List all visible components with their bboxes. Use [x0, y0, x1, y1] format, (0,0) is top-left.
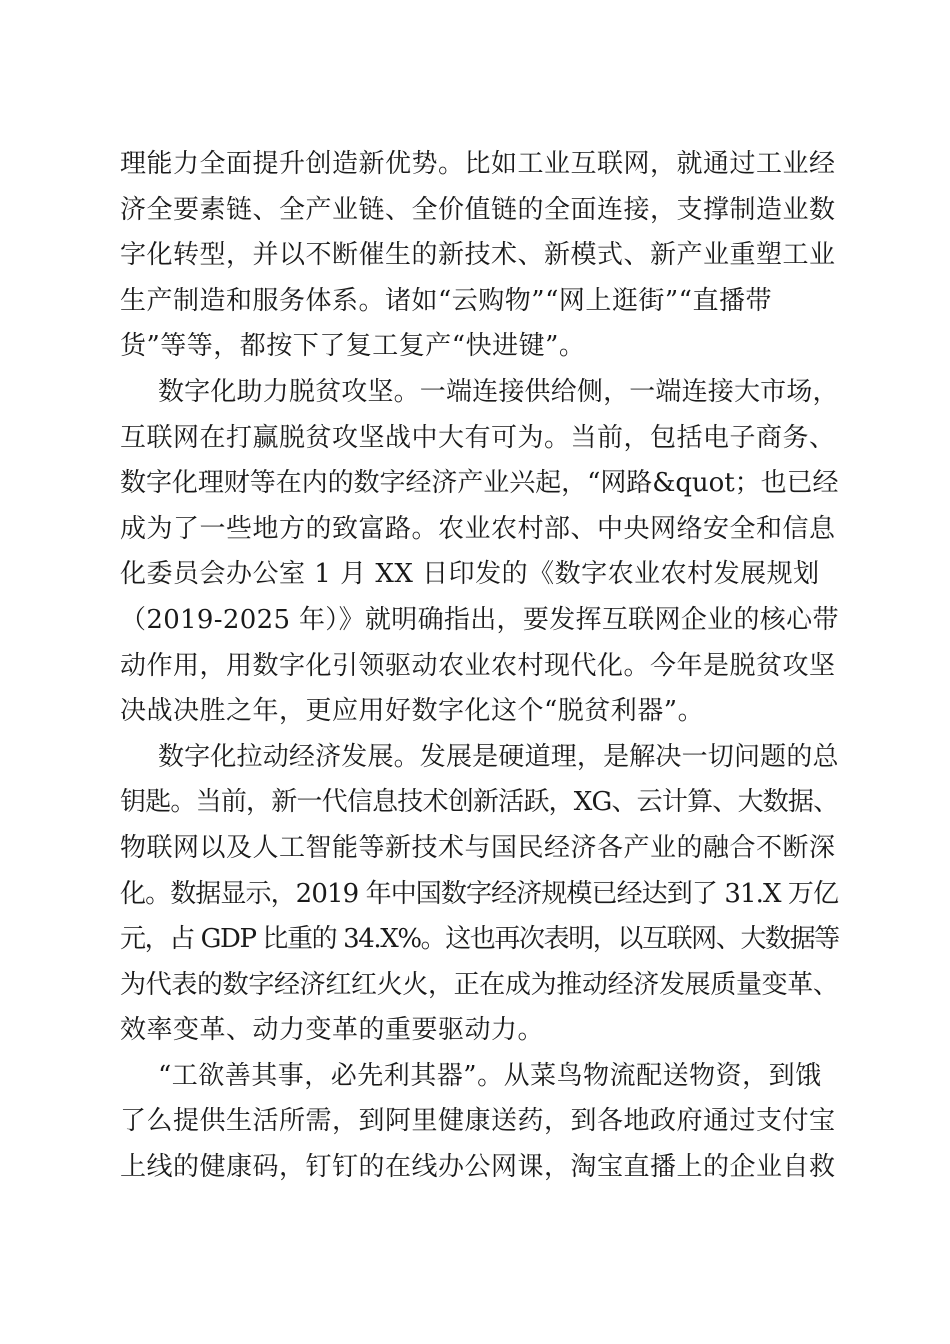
text-line: 字化转型，并以不断催生的新技术、新模式、新产业重塑工业	[120, 240, 836, 271]
text-line: 化委员会办公室 1 月 XX 日印发的《数字农业农村发展规划	[120, 559, 820, 590]
text-line: 货”等等，都按下了复工复产“快进键”。	[120, 331, 586, 362]
text-line: 化。数据显示，2019 年中国数字经济规模已经达到了 31.X 万亿	[120, 878, 839, 909]
text-line: 数字化拉动经济发展。发展是硬道理，是解决一切问题的总	[158, 741, 839, 772]
text-line: 动作用，用数字化引领驱动农业农村现代化。今年是脱贫攻坚	[120, 650, 836, 681]
text-line: 为代表的数字经济红红火火，正在成为推动经济发展质量变革、	[120, 969, 839, 1000]
text-line: 生产制造和服务体系。诸如“云购物”“网上逛街”“直播带	[120, 285, 772, 316]
text-line: 了么提供生活所需，到阿里健康送药，到各地政府通过支付宝	[120, 1106, 836, 1137]
text-line: 数字化助力脱贫攻坚。一端连接供给侧，一端连接大市场，	[158, 376, 839, 407]
text-line: 济全要素链、全产业链、全价值链的全面连接，支撑制造业数	[120, 194, 836, 225]
body-text	[120, 142, 840, 1191]
text-line: 物联网以及人工智能等新技术与国民经济各产业的融合不断深	[120, 832, 836, 863]
text-line: 决战决胜之年，更应用好数字化这个“脱贫利器”。	[120, 696, 705, 727]
text-line: （2019-2025 年）》就明确指出，要发挥互联网企业的核心带	[120, 604, 839, 635]
text-line: 上线的健康码，钉钉的在线办公网课，淘宝直播上的企业自救	[120, 1152, 836, 1183]
text-line: 互联网在打赢脱贫攻坚战中大有可为。当前，包括电子商务、	[120, 422, 836, 453]
text-line: 钥匙。当前，新一代信息技术创新活跃，XG、云计算、大数据、	[120, 787, 839, 818]
text-line: 元，占 GDP 比重的 34.X%。这也再次表明，以互联网、大数据等	[120, 924, 839, 955]
text-line: “工欲善其事，必先利其器”。从菜鸟物流配送物资，到饿	[158, 1060, 822, 1091]
text-line: 理能力全面提升创造新优势。比如工业互联网，就通过工业经	[120, 149, 836, 179]
text-line: 效率变革、动力变革的重要驱动力。	[120, 1015, 545, 1046]
text-line: 数字化理财等在内的数字经济产业兴起，“网路&quot；也已经	[120, 468, 839, 499]
text-line: 成为了一些地方的致富路。农业农村部、中央网络安全和信息	[120, 513, 836, 544]
